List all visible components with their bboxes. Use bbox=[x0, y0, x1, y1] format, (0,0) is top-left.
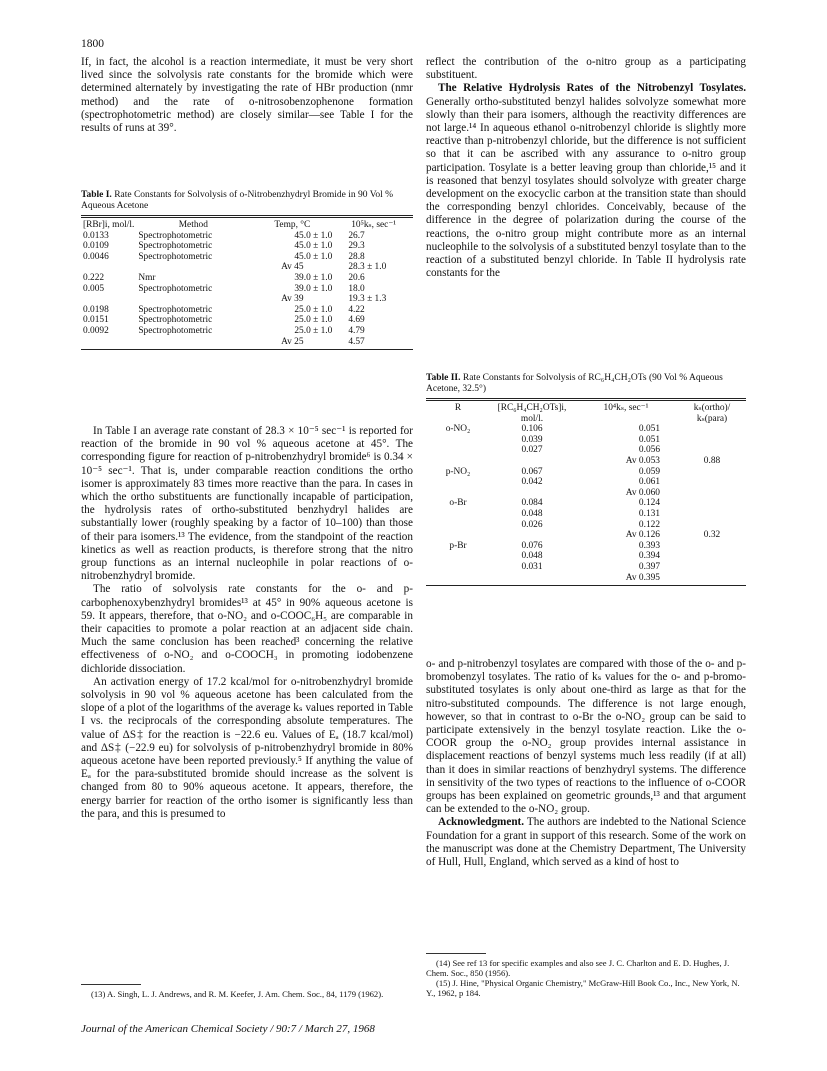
table-2-cell bbox=[426, 509, 490, 520]
table-2-cell bbox=[426, 435, 490, 446]
table-2-cell bbox=[426, 488, 490, 499]
table-1-cell: 25.0 ± 1.0 bbox=[294, 304, 333, 315]
left-intro-text: If, in fact, the alcohol is a reaction intermediate, it must be very short lived since the solvolysis rate constants for the bromide which were determined alternately by investigating the rate of HBr production (nmr method) and the rate of o-nitrosobenzophenone formation (spectrophotometric method) are closely similar—see Table I for the results of runs at 39°. bbox=[81, 56, 413, 135]
table-2-cell: 0.031 bbox=[521, 561, 543, 572]
table-2-cell: Av 0.126 bbox=[625, 530, 660, 541]
table-1-cell: 4.57 bbox=[348, 336, 365, 347]
table-2-cell: 0.076 bbox=[521, 540, 543, 551]
right-intro-text: reflect the contribution of the o-nitro group as a participating substituent. bbox=[426, 56, 746, 82]
table-1-row bbox=[81, 326, 413, 337]
table-2-cell: p-NO₂ bbox=[445, 466, 471, 477]
table-2-cell bbox=[490, 573, 574, 584]
left-paragraph: An activation energy of 17.2 kcal/mol for o-nitrobenzhydryl bromide solvolysis in 90 vol % aqueous acetone has been calculated from the slope of a plot of the logarithms of the average kₛ values reported in Table I vs. the reciprocals of the corresponding absolute temperatures. The value of ΔS‡ for the reaction is −22.6 eu. Values of Eₐ (18.7 kcal/mol) and ΔS‡ (−22.9 eu) for solvolysis of p-nitrobenzhydryl bromide in 80% aqueous acetone have been reported previously.⁵ If anything the value of Eₐ for the para-substituted bromide should increase as the solvent is changed from 80 to 90% aqueous acetone. It appears, therefore, the energy barrier for reaction of the ortho isomer is significantly less than the para, and this is presumed to bbox=[81, 675, 413, 820]
table-2-row bbox=[426, 488, 746, 499]
table-1-caption-text: Rate Constants for Solvolysis of o-Nitrobenzhydryl Bromide in 90 Vol % Aqueous Acetone bbox=[81, 190, 394, 211]
table-2-row bbox=[426, 573, 746, 584]
table-1-cell bbox=[136, 337, 250, 348]
table-2-cell bbox=[490, 530, 574, 541]
table-2-cell bbox=[678, 520, 746, 531]
table-2-cell: 0.084 bbox=[521, 498, 543, 509]
right-section-paragraph bbox=[426, 82, 746, 280]
table-2-cell: 0.122 bbox=[638, 519, 660, 530]
table-2-cell: 0.027 bbox=[521, 445, 543, 456]
table-1-cell: 45.0 ± 1.0 bbox=[294, 241, 333, 252]
table-2 bbox=[426, 373, 746, 586]
table-2-caption bbox=[426, 373, 746, 395]
table-1-cell: Spectrophotometric bbox=[138, 230, 213, 241]
table-2-row bbox=[426, 498, 746, 509]
table-2-cell bbox=[490, 488, 574, 499]
right-bottom-paragraph: o- and p-nitrobenzyl tosylates are compared with those of the o- and p-bromobenzyl tosylates. The ratio of kₛ values for the o- and p-bromo-substituted tosylates is only about one-third as large as that for the nitro-substituted compounds. The difference is not large enough, however, so that in contrast to o-Br the o-NO₂ group can be said to participate extensively in the benzyl tosylate reaction. Like the o-COOR group the o-NO₂ group provides internal assistance in displacement reactions of benzyl systems much less readily (if at all) than it does in similar reactions of benzhydryl systems. The difference in sensitivity of the two types of reactions to the influence of o-COOR groups has been explained on geometric grounds,¹³ and that argument can be extended to the o-NO₂ group. bbox=[426, 658, 746, 816]
table-2-cell: o-Br bbox=[449, 498, 467, 509]
table-2-cell: 0.048 bbox=[521, 551, 543, 562]
table-2-cell bbox=[426, 477, 490, 488]
table-1-cell: Spectrophotometric bbox=[138, 325, 213, 336]
table-2-grid bbox=[426, 403, 746, 583]
table-1-row bbox=[81, 294, 413, 305]
table-2-caption-text: Rate Constants for Solvolysis of RC₆H₄CH₂OTs (90 Vol % Aqueous Acetone, 32.5°) bbox=[426, 373, 723, 394]
table-1-grid bbox=[81, 220, 413, 347]
table-2-cell: 0.067 bbox=[521, 466, 543, 477]
table-2-cell bbox=[678, 477, 746, 488]
table-1-cell: 39.0 ± 1.0 bbox=[294, 283, 333, 294]
table-2-bottom-rule bbox=[426, 585, 746, 586]
table-2-header: kₛ(ortho)/ kₛ(para) bbox=[693, 403, 731, 424]
table-2-row bbox=[426, 551, 746, 562]
table-2-cell: 0.131 bbox=[638, 508, 660, 519]
footnote-14: (14) See ref 13 for specific examples and also see J. C. Charlton and E. D. Hughes, J. Chem. Soc., 850 (1956). bbox=[426, 958, 730, 978]
table-1-cell: 19.3 ± 1.3 bbox=[348, 294, 387, 305]
table-1-cell: 0.0092 bbox=[83, 325, 109, 336]
table-1-cell: 25.0 ± 1.0 bbox=[294, 325, 333, 336]
table-2-cell: Av 0.395 bbox=[625, 572, 660, 583]
table-1-row bbox=[81, 337, 413, 348]
table-2-cell: 0.059 bbox=[638, 466, 660, 477]
table-2-cell: 0.056 bbox=[638, 445, 660, 456]
table-2-cell bbox=[426, 562, 490, 573]
table-1-cell: 28.8 bbox=[348, 251, 365, 262]
table-1-cell bbox=[136, 294, 250, 305]
table-1-cell: 26.7 bbox=[348, 230, 365, 241]
table-2-cell bbox=[426, 551, 490, 562]
table-1-cell: 18.0 bbox=[348, 283, 365, 294]
table-1-cell bbox=[81, 262, 136, 273]
section-heading: The Relative Hydrolysis Rates of the Nitrobenzyl Tosylates. bbox=[438, 82, 746, 95]
table-2-cell bbox=[426, 520, 490, 531]
table-1-row bbox=[81, 315, 413, 326]
table-1-header: 10⁵kₛ, sec⁻¹ bbox=[351, 220, 397, 230]
table-2-cell: 0.051 bbox=[638, 424, 660, 435]
table-2-cell: 0.051 bbox=[638, 434, 660, 445]
left-paragraph: In Table I an average rate constant of 28.3 × 10⁻⁵ sec⁻¹ is reported for reaction of the bromide in 90 vol % aqueous acetone at 45°. The corresponding figure for reaction of p-nitrobenzhydryl bromide⁶ is 0.34 × 10⁻⁵ sec⁻¹. That is, under comparable reaction conditions the ortho isomer is approximately 83 times more reactive than the para. In cases in which the ortho substituents are functionally incapable of participation, the hydrolysis rates of ortho-substituted benzhydryl halides are substantially lower (roughly speaking by a factor of 10–100) than those of their para isomers.¹³ The evidence, from the standpoint of the reaction kinetics as well as reaction products, is therefore strong that the nitro group functions as an internal nucleophile in polar reactions of o-nitrobenzhydryl bromide. bbox=[81, 425, 413, 583]
table-2-cell: 0.026 bbox=[521, 519, 543, 530]
left-footnote-rule bbox=[81, 984, 141, 985]
table-1-cell: 4.22 bbox=[348, 304, 365, 315]
table-1-row bbox=[81, 284, 413, 295]
table-1-cell: 45.0 ± 1.0 bbox=[294, 251, 333, 262]
table-2-cell: o-NO₂ bbox=[445, 424, 471, 435]
table-1-cell: 0.0046 bbox=[83, 251, 109, 262]
table-2-cell: 0.048 bbox=[521, 508, 543, 519]
table-1-cell: 4.69 bbox=[348, 315, 365, 326]
table-1-cell: 0.0151 bbox=[83, 315, 109, 326]
table-2-top-rule bbox=[426, 398, 746, 401]
table-2-cell: 0.039 bbox=[521, 434, 543, 445]
acknowledgment-paragraph bbox=[426, 816, 746, 869]
table-1-row bbox=[81, 241, 413, 252]
table-2-cell: p-Br bbox=[449, 540, 467, 551]
table-1-cell bbox=[81, 337, 136, 348]
table-1-header: Method bbox=[178, 220, 208, 230]
table-2-cell: 0.061 bbox=[638, 477, 660, 488]
table-1-cell: Av 45 bbox=[281, 262, 304, 273]
table-1 bbox=[81, 190, 413, 350]
table-1-row bbox=[81, 231, 413, 242]
footnote-13: (13) A. Singh, L. J. Andrews, and R. M. Keefer, J. Am. Chem. Soc., 84, 1179 (1962). bbox=[91, 989, 384, 999]
right-footnote-rule bbox=[426, 953, 486, 954]
table-1-cell: 29.3 bbox=[348, 241, 365, 252]
table-1-bottom-rule bbox=[81, 349, 413, 350]
table-2-cell: 0.393 bbox=[638, 540, 660, 551]
table-2-row bbox=[426, 562, 746, 573]
right-body-bottom bbox=[426, 658, 746, 869]
table-1-top-rule bbox=[81, 215, 413, 218]
table-1-cell: Spectrophotometric bbox=[138, 241, 213, 252]
table-1-header: Temp, °C bbox=[274, 220, 311, 230]
table-2-cell: 0.106 bbox=[521, 424, 543, 435]
table-1-cell: Spectrophotometric bbox=[138, 251, 213, 262]
table-2-cell bbox=[678, 424, 746, 435]
table-2-cell bbox=[678, 498, 746, 509]
right-section-text: Generally ortho-substituted benzyl halides solvolyze somewhat more slowly than their para isomers, although the reactivity differences are not large.¹⁴ In aqueous ethanol o-nitrobenzyl chloride is slightly more reactive than p-nitrobenzyl chloride, but the difference is not sufficient so that it can be ascribed with any assurance to o-nitro group participation. Tosylate is a better leaving group than chloride,¹⁵ and it is reasoned that benzyl tosylates should solvolyze with greater charge development on the exocyclic carbon at the transition state than should the corresponding benzyl chlorides. Conceivably, because of the difference in the degree of polarization during the course of the reactions, the o-nitro group might contribute more as an internal nucleophile to the solvolysis of a substituted benzyl tosylate than to the reaction of a substituted benzyl chloride. In Table II hydrolysis rate constants for the bbox=[426, 95, 746, 280]
table-2-row bbox=[426, 520, 746, 531]
table-2-cell: Av 0.053 bbox=[625, 455, 660, 466]
table-1-cell: 39.0 ± 1.0 bbox=[294, 272, 333, 283]
table-2-header: R bbox=[454, 403, 462, 413]
table-2-row bbox=[426, 424, 746, 435]
table-2-cell: 0.32 bbox=[703, 530, 721, 541]
table-1-cell: 28.3 ± 1.0 bbox=[348, 262, 387, 273]
table-2-cell bbox=[678, 435, 746, 446]
table-2-cell bbox=[678, 445, 746, 456]
table-2-cell: Av 0.060 bbox=[625, 487, 660, 498]
table-2-title: Table II. bbox=[426, 373, 461, 383]
table-1-cell: 25.0 ± 1.0 bbox=[294, 315, 333, 326]
table-2-cell bbox=[678, 467, 746, 478]
table-2-cell: 0.88 bbox=[703, 455, 721, 466]
footnote-15: (15) J. Hine, "Physical Organic Chemistry," McGraw-Hill Book Co., Inc., New York, N. Y., 1962, p 184. bbox=[426, 978, 740, 998]
table-2-cell: 0.124 bbox=[638, 498, 660, 509]
table-1-header-row bbox=[81, 220, 413, 231]
table-1-row bbox=[81, 305, 413, 316]
table-2-cell bbox=[426, 456, 490, 467]
table-1-cell: Spectrophotometric bbox=[138, 283, 213, 294]
table-1-cell: 20.6 bbox=[348, 272, 365, 283]
right-body-top bbox=[426, 56, 746, 280]
table-1-row bbox=[81, 262, 413, 273]
acknowledgment-heading: Acknowledgment. bbox=[438, 816, 525, 829]
table-2-row bbox=[426, 435, 746, 446]
table-1-cell: Nmr bbox=[138, 272, 156, 283]
table-1-cell: Spectrophotometric bbox=[138, 315, 213, 326]
table-2-row bbox=[426, 530, 746, 541]
table-2-cell: 0.042 bbox=[521, 477, 543, 488]
table-1-cell: Av 25 bbox=[281, 336, 304, 347]
left-paragraph: The ratio of solvolysis rate constants for the o- and p-carbophenoxybenzhydryl bromides¹³ at 45° in 90% aqueous acetone is 59. It appears, therefore, that o-NO₂ and o-COOC₆H₅ are comparable in their capacities to promote a polar reaction at an adjacent side chain. Much the same conclusion has been reached³ concerning the relative effectiveness of o-NO₂ and o-COOCH₃ in promoting iodobenzene dichloride dissociation. bbox=[81, 583, 413, 675]
table-1-cell: Av 39 bbox=[281, 294, 304, 305]
table-1-caption bbox=[81, 190, 413, 212]
table-1-cell: 0.005 bbox=[83, 283, 105, 294]
table-2-header: 10⁴kₛ, sec⁻¹ bbox=[603, 403, 649, 413]
table-2-row bbox=[426, 456, 746, 467]
table-1-cell bbox=[81, 294, 136, 305]
table-1-cell: 0.0109 bbox=[83, 241, 109, 252]
table-2-header-row bbox=[426, 403, 746, 424]
table-2-cell: 0.394 bbox=[638, 551, 660, 562]
table-2-cell: 0.397 bbox=[638, 561, 660, 572]
left-intro-paragraph bbox=[81, 56, 413, 135]
table-2-row bbox=[426, 467, 746, 478]
table-2-cell bbox=[426, 573, 490, 584]
page-number: 1800 bbox=[81, 38, 104, 50]
table-1-cell bbox=[136, 262, 250, 273]
table-1-cell: 0.0198 bbox=[83, 304, 109, 315]
journal-footer: Journal of the American Chemical Society / 90:7 / March 27, 1968 bbox=[81, 1023, 375, 1035]
table-1-cell: 0.222 bbox=[83, 272, 105, 283]
table-2-row bbox=[426, 477, 746, 488]
table-1-row bbox=[81, 252, 413, 263]
table-2-cell bbox=[426, 530, 490, 541]
table-1-cell: Spectrophotometric bbox=[138, 304, 213, 315]
table-2-cell bbox=[490, 456, 574, 467]
table-2-cell bbox=[678, 551, 746, 562]
table-1-cell: 4.79 bbox=[348, 325, 365, 336]
table-2-cell bbox=[678, 509, 746, 520]
table-2-row bbox=[426, 541, 746, 552]
table-2-row bbox=[426, 509, 746, 520]
table-2-cell bbox=[426, 445, 490, 456]
table-2-header: [RC₆H₄CH₂OTs]i, mol/l. bbox=[497, 403, 567, 424]
table-2-row bbox=[426, 445, 746, 456]
table-1-header: [RBr]i, mol/l. bbox=[83, 220, 135, 230]
table-2-cell bbox=[678, 488, 746, 499]
table-2-cell bbox=[678, 562, 746, 573]
left-body bbox=[81, 425, 413, 821]
acknowledgment-text: The authors are indebted to the National Science Foundation for a grant in support of this research. Some of the work on the manuscript was done at the Chemistry Department, The University of Hull, Hull, England, which served as a kind of host to bbox=[426, 816, 746, 869]
table-1-title: Table I. bbox=[81, 190, 112, 200]
table-1-row bbox=[81, 273, 413, 284]
table-1-cell: 45.0 ± 1.0 bbox=[294, 230, 333, 241]
table-2-cell bbox=[678, 541, 746, 552]
table-1-cell: 0.0133 bbox=[83, 230, 109, 241]
table-2-cell bbox=[678, 573, 746, 584]
